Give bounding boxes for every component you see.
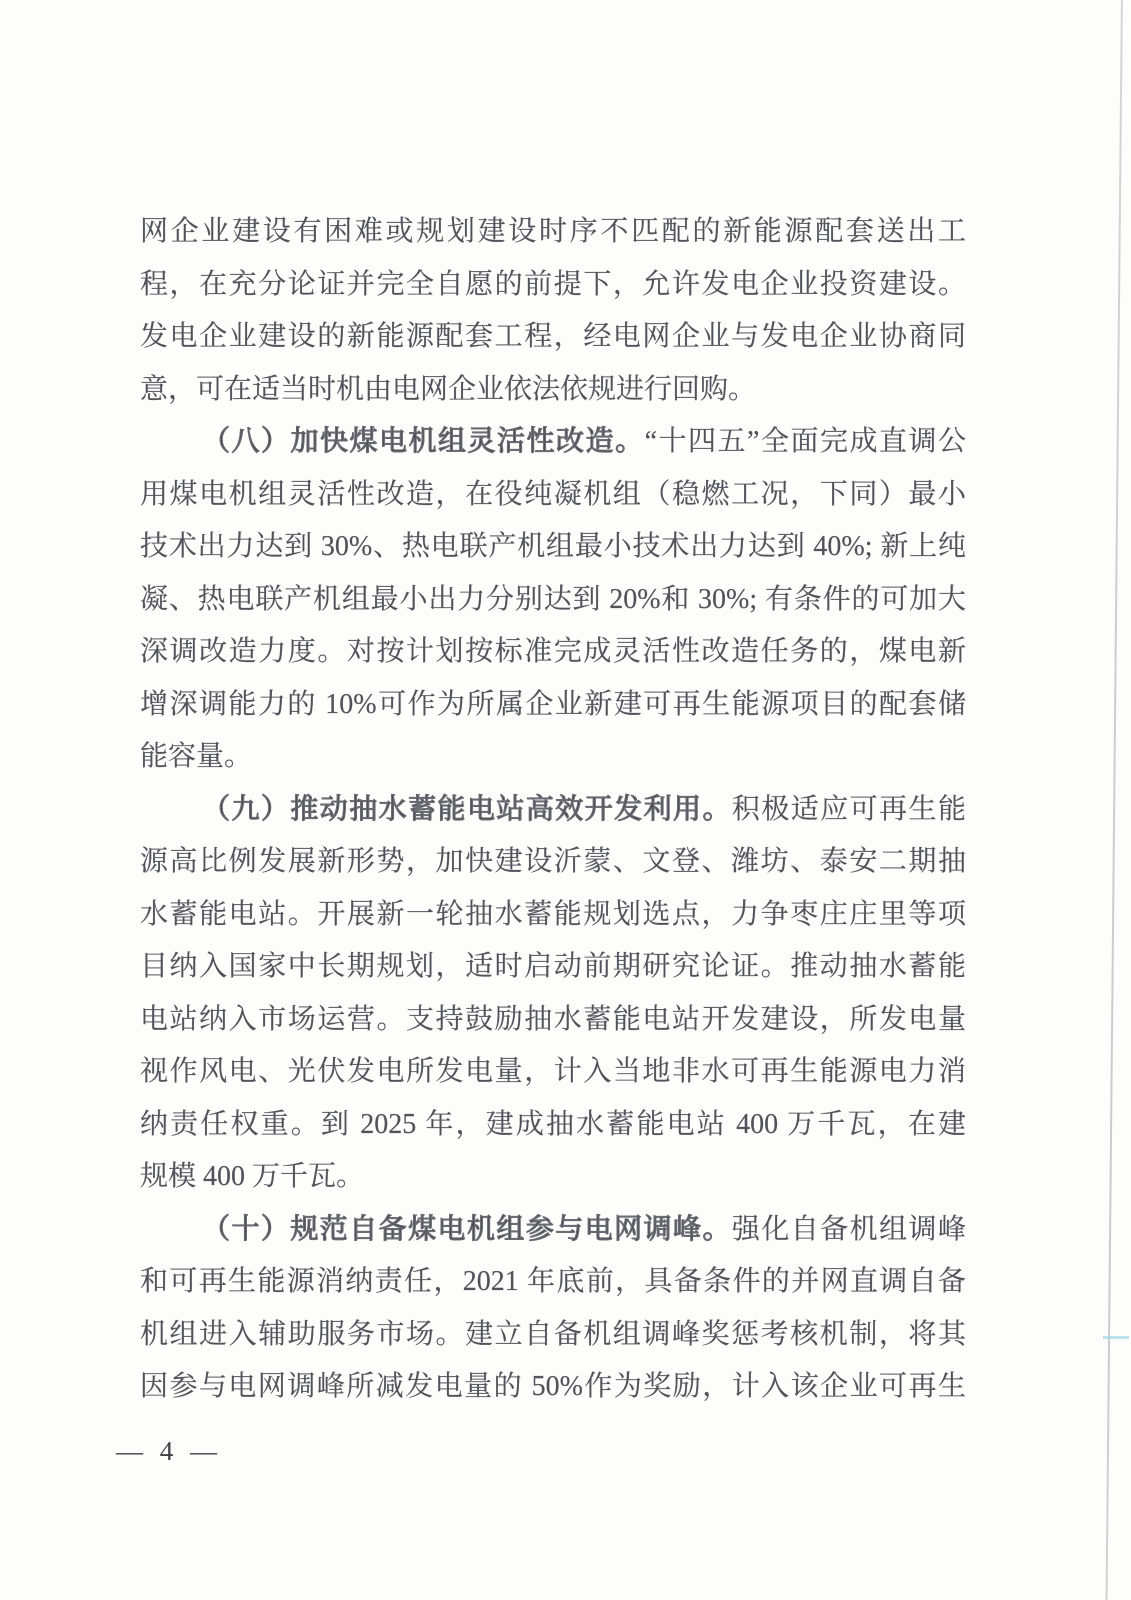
text-line: 深调改造力度。对按计划按标准完成灵活性改造任务的，煤电新 [140,636,966,667]
text-line: 增深调能力的 10%可作为所属企业新建可再生能源项目的配套储 [140,688,966,720]
section-10-heading: （十）规范自备煤电机组参与电网调峰。 [202,1213,732,1245]
text-line: 纳责任权重。到 2025 年，建成抽水蓄能电站 400 万千瓦，在建 [140,1108,966,1140]
text-line: 因参与电网调峰所减发电量的 50%作为奖励，计入该企业可再生 [140,1371,966,1402]
text-line: 网企业建设有困难或规划建设时序不匹配的新能源配套送出工 [140,216,966,247]
text-line: 水蓄能电站。开展新一轮抽水蓄能规划选点，力争枣庄庄里等项 [140,898,966,930]
section-9-heading: （九）推动抽水蓄能电站高效开发利用。 [202,793,732,825]
text-line: 视作风电、光伏发电所发电量，计入当地非水可再生能源电力消 [140,1056,966,1087]
text-line: 发电企业建设的新能源配套工程，经电网企业与发电企业协商同 [140,321,966,352]
paper-edge-line [1105,0,1123,1600]
text-line: 用煤电机组灵活性改造，在役纯凝机组（稳燃工况，下同）最小 [140,478,966,510]
text-line-section-8 [140,416,966,469]
text-line: 凝、热电联产机组最小出力分别达到 20%和 30%; 有条件的可加大 [140,583,966,615]
document-body-text [140,206,966,1414]
text-line: 和可再生能源消纳责任，2021 年底前，具备条件的并网直调自备 [140,1266,966,1297]
text-line: 机组进入辅助服务市场。建立自备机组调峰奖惩考核机制，将其 [140,1318,966,1350]
text-line-section-9 [140,784,966,837]
text-line: 目纳入国家中长期规划，适时启动前期研究论证。推动抽水蓄能 [140,951,966,982]
page-number: — 4 — [116,1436,222,1466]
text-line: 电站纳入市场运营。支持鼓励抽水蓄能电站开发建设，所发电量 [140,1003,966,1035]
text-line-section-10 [140,1204,966,1257]
text-run: 强化自备机组调峰 [731,1213,966,1245]
text-run: 积极适应可再生能 [731,793,966,825]
scan-artifact-mark [1103,1336,1129,1339]
text-line: 源高比例发展新形势，加快建设沂蒙、文登、潍坊、泰安二期抽 [140,846,966,877]
text-line: 能容量。 [140,741,253,772]
section-8-heading: （八）加快煤电机组灵活性改造。 [202,426,645,457]
text-line: 技术出力达到 30%、热电联产机组最小技术出力达到 40%; 新上纯 [140,531,966,562]
text-run: “十四五”全面完成直调公 [644,426,966,457]
text-line: 程，在充分论证并完全自愿的前提下，允许发电企业投资建设。 [140,268,966,300]
text-line: 规模 400 万千瓦。 [140,1161,365,1192]
text-line: 意，可在适当时机由电网企业依法依规进行回购。 [140,373,757,405]
